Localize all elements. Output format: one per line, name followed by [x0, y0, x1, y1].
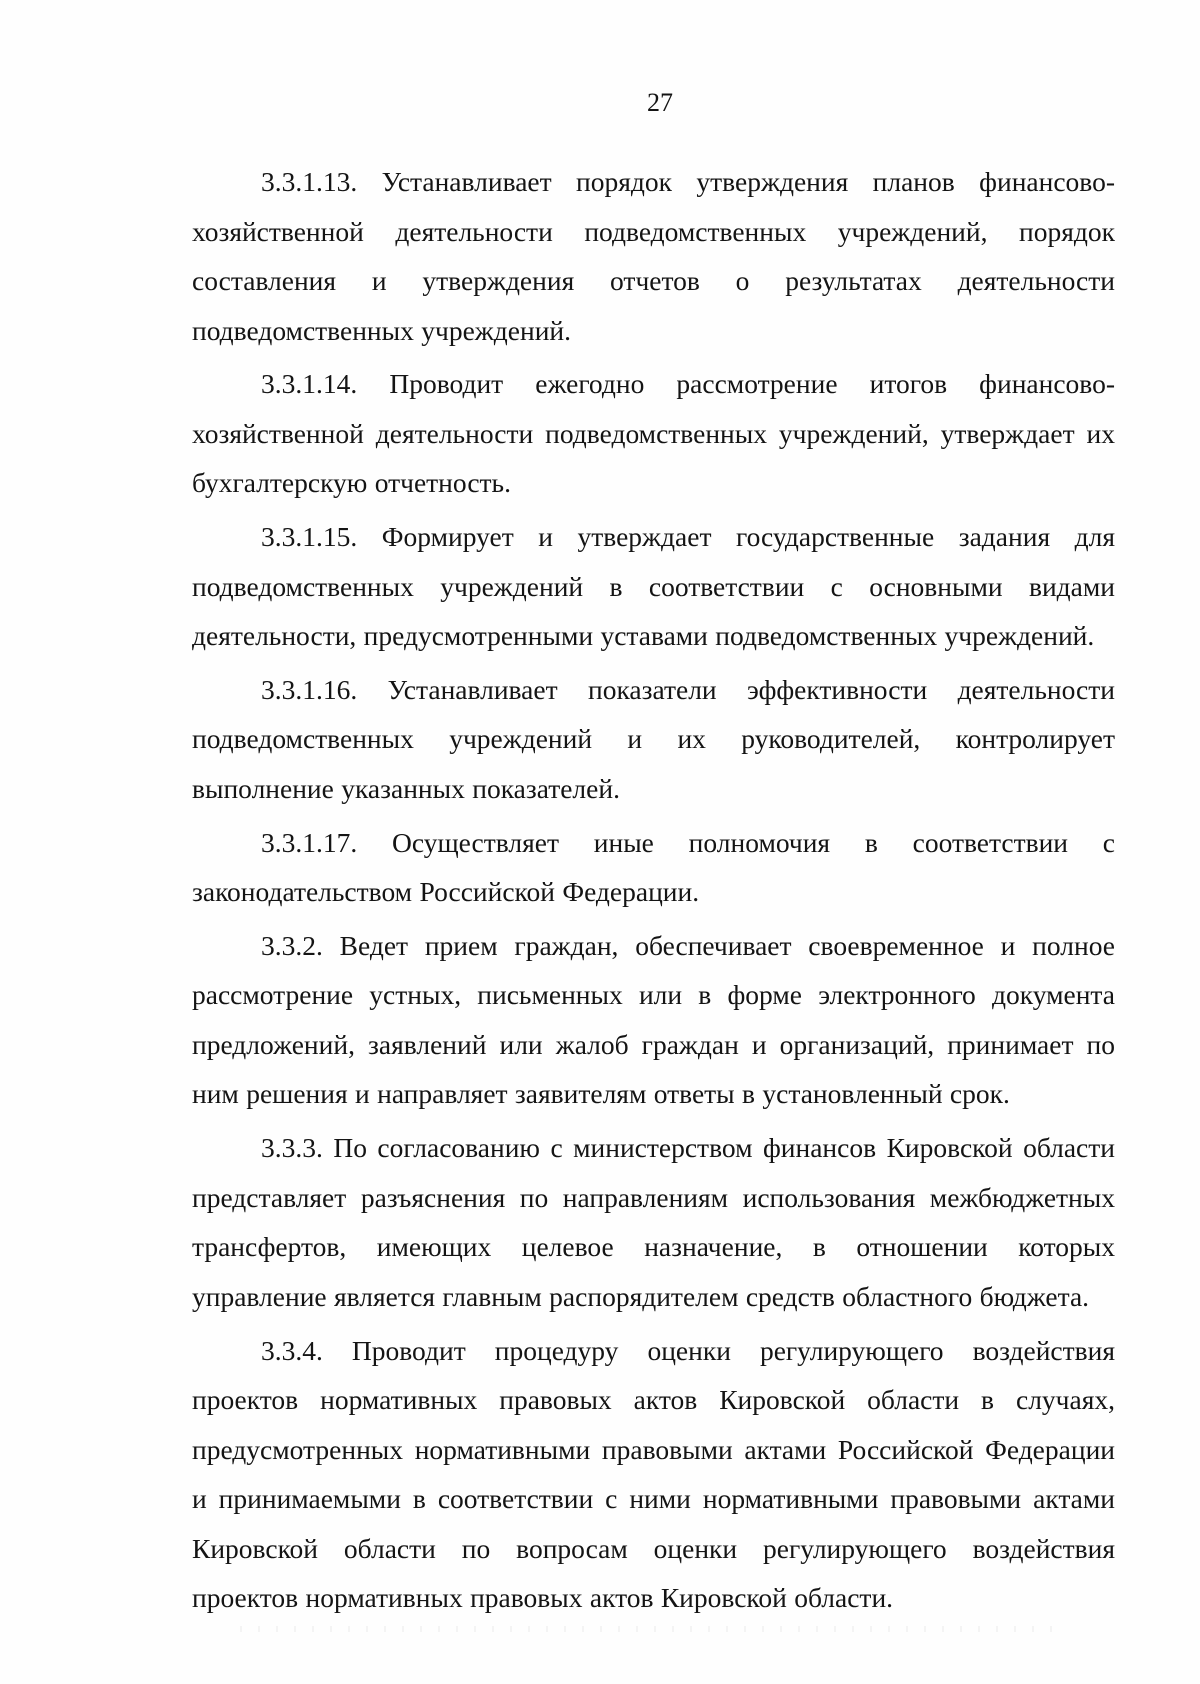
paragraph-3-3-1-15: 3.3.1.15. Формирует и утверждает государственные задания для подведомственных учреждений в соответствии с основными видами деятельности, предусмотренными уставами подведомственных учреждений.: [192, 521, 1115, 652]
page-number: 27: [647, 88, 673, 117]
scan-artifact-strip: [240, 1626, 1060, 1632]
paragraph-3-3-1-17: 3.3.1.17. Осуществляет иные полномочия в соответствии с законодательством Российской Федерации.: [192, 826, 1115, 908]
paragraph-3-3-4: 3.3.4. Проводит процедуру оценки регулирующего воздействия проектов нормативных правовых актов Кировской области в случаях, предусмотренных нормативными правовыми актами Российской Федерации и принимаемыми в соответствии с ними нормативными правовыми актами Кировской области по вопросам оценки регулирующего воздействия проектов нормативных правовых актов Кировской области.: [192, 1334, 1115, 1614]
paragraph-3-3-1-14: 3.3.1.14. Проводит ежегодно рассмотрение итогов финансово-хозяйственной деятельности подведомственных учреждений, утверждает их бухгалтерскую отчетность.: [192, 368, 1115, 499]
document-body: [192, 157, 1115, 1627]
paragraph-3-3-2: 3.3.2. Ведет прием граждан, обеспечивает своевременное и полное рассмотрение устных, письменных или в форме электронного документа предложений, заявлений или жалоб граждан и организаций, принимает по ним решения и направляет заявителям ответы в установленный срок.: [192, 929, 1115, 1110]
paragraph-3-3-3: 3.3.3. По согласованию с министерством финансов Кировской области представляет разъяснения по направлениям использования межбюджетных трансфертов, имеющих целевое назначение, в отношении которых управление является главным распорядителем средств областного бюджета.: [192, 1132, 1115, 1312]
paragraph-3-3-1-16: 3.3.1.16. Устанавливает показатели эффективности деятельности подведомственных учреждений и их руководителей, контролирует выполнение указанных показателей.: [192, 673, 1115, 804]
paragraph-3-3-1-13: 3.3.1.13. Устанавливает порядок утверждения планов финансово-хозяйственной деятельности подведомственных учреждений, порядок составления и утверждения отчетов о результатах деятельности подведомственных учреждений.: [192, 166, 1115, 346]
